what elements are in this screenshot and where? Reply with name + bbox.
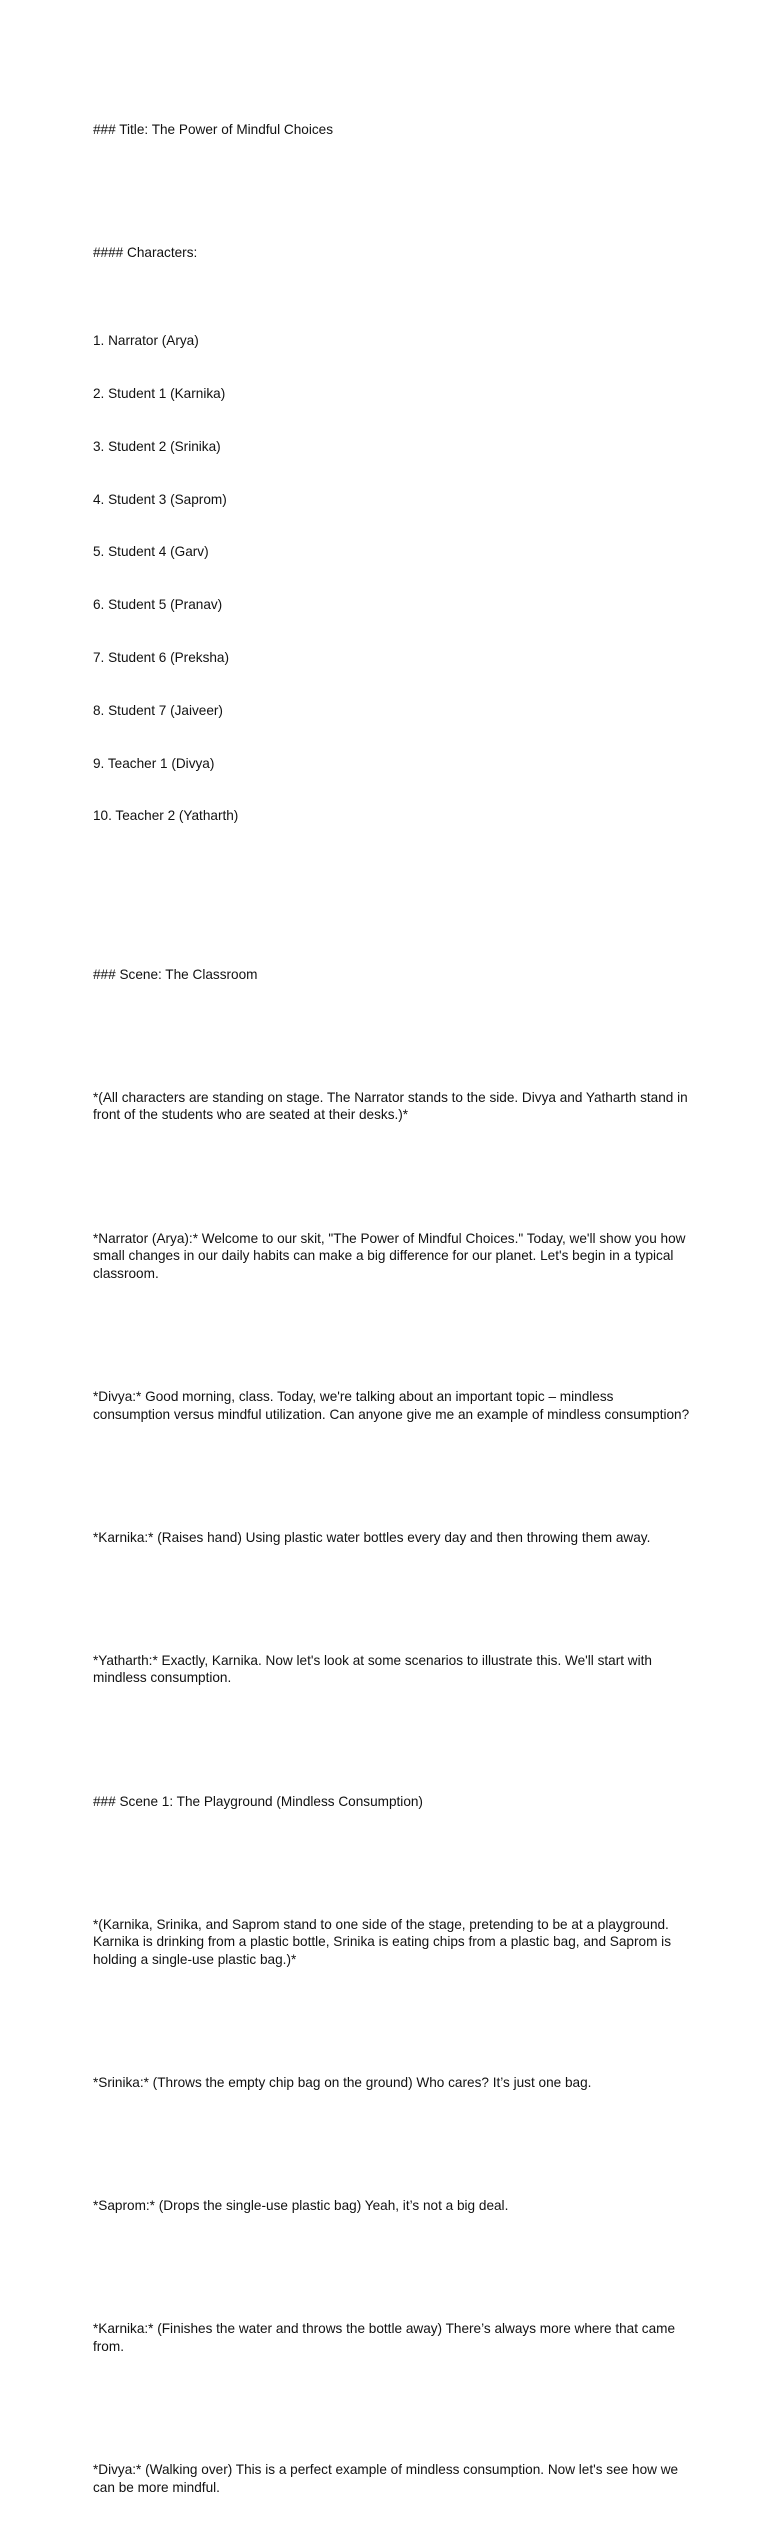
stage-direction: *(All characters are standing on stage. The Narrator stands to the side. Divya and Yatharth stand in front of the students who are seated at their desks.)* bbox=[93, 1089, 692, 1123]
character-item: 8. Student 7 (Jaiveer) bbox=[93, 702, 223, 718]
spacer bbox=[93, 1018, 693, 1036]
script-body bbox=[93, 86, 693, 2532]
character-item: 3. Student 2 (Srinika) bbox=[93, 438, 221, 454]
character-item: 2. Student 1 (Karnika) bbox=[93, 386, 226, 402]
spacer bbox=[93, 1845, 693, 1863]
character-item: 6. Student 5 (Pranav) bbox=[93, 597, 223, 613]
scene-classroom-heading: ### Scene: The Classroom bbox=[93, 966, 258, 982]
script-title: ### Title: The Power of Mindful Choices bbox=[93, 122, 334, 138]
character-item: 10. Teacher 2 (Yatharth) bbox=[93, 808, 239, 824]
dialogue-narrator: *Narrator (Arya):* Welcome to our skit, "The Power of Mindful Choices." Today, we'll show you how small changes in our daily habits can make a big difference for our planet. Let's begin in a typical classroom. bbox=[93, 1230, 690, 1281]
dialogue-srinika: *Srinika:* (Throws the empty chip bag on the ground) Who cares? It’s just one bag. bbox=[93, 2075, 592, 2091]
character-item: 4. Student 3 (Saprom) bbox=[93, 491, 227, 507]
character-item: 5. Student 4 (Garv) bbox=[93, 544, 209, 560]
dialogue-karnika: *Karnika:* (Finishes the water and throws the bottle away) There’s always more where that came from. bbox=[93, 2321, 679, 2354]
spacer bbox=[93, 2391, 693, 2409]
spacer bbox=[93, 174, 693, 192]
dialogue-divya: *Divya:* (Walking over) This is a perfect example of mindless consumption. Now let's see how we can be more mindful. bbox=[93, 2462, 682, 2495]
scene-1-heading: ### Scene 1: The Playground (Mindless Consumption) bbox=[93, 1793, 423, 1809]
dialogue-yatharth: *Yatharth:* Exactly, Karnika. Now let's look at some scenarios to illustrate this. We'll start with mindless consumption. bbox=[93, 1652, 656, 1686]
character-item: 1. Narrator (Arya) bbox=[93, 333, 199, 349]
spacer bbox=[93, 2127, 693, 2145]
spacer bbox=[93, 1318, 693, 1336]
spacer bbox=[93, 2250, 693, 2268]
spacer bbox=[93, 1722, 693, 1740]
characters-list bbox=[93, 297, 693, 860]
stage-direction: *(Karnika, Srinika, and Saprom stand to one side of the stage, pretending to be at a playground. Karnika is drinking from a plastic bottle, Srinika is eating chips from a plastic bag, and Saprom is holding a single-use plastic bag.)* bbox=[93, 1916, 675, 1967]
spacer bbox=[93, 1581, 693, 1599]
dialogue-divya: *Divya:* Good morning, class. Today, we're talking about an important topic – mindless consumption versus mindful utilization. Can anyone give me an example of mindless consumption? bbox=[93, 1388, 690, 1422]
character-item: 7. Student 6 (Preksha) bbox=[93, 650, 230, 665]
dialogue-saprom: *Saprom:* (Drops the single-use plastic bag) Yeah, it’s not a big deal. bbox=[93, 2198, 509, 2214]
spacer bbox=[93, 895, 693, 913]
spacer bbox=[93, 1458, 693, 1476]
dialogue-karnika: *Karnika:* (Raises hand) Using plastic water bottles every day and then throwing them away. bbox=[93, 1529, 651, 1545]
spacer bbox=[93, 1159, 693, 1177]
spacer bbox=[93, 2004, 693, 2022]
characters-heading: #### Characters: bbox=[93, 245, 198, 261]
character-item: 9. Teacher 1 (Divya) bbox=[93, 755, 215, 771]
